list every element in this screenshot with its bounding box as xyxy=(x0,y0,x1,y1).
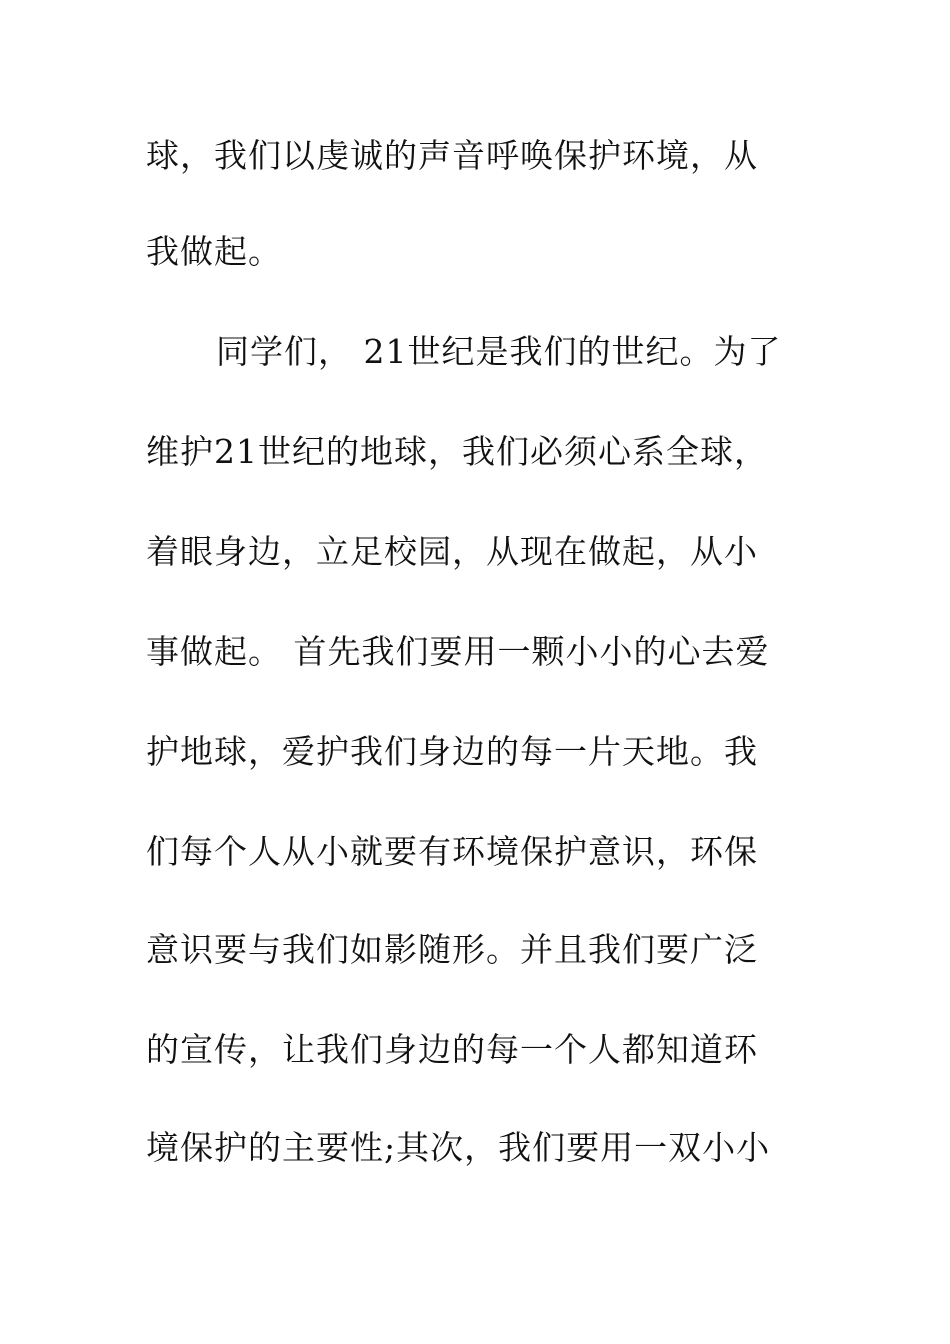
text-line: 球，我们以虔诚的声音呼唤保护环境，从 xyxy=(146,136,758,175)
text-line: 护地球，爱护我们身边的每一片天地。我 xyxy=(146,732,758,771)
text-line: 境保护的主要性;其次，我们要用一双小小 xyxy=(146,1128,771,1167)
text-line: 维护21世纪的地球，我们必须心系全球， xyxy=(146,432,768,471)
text-line: 意识要与我们如影随形。并且我们要广泛 xyxy=(146,930,758,969)
text-line: 事做起。 首先我们要用一颗小小的心去爱 xyxy=(146,632,770,671)
paragraph-first-line: 同学们， 21世纪是我们的世纪。为了 xyxy=(216,332,782,371)
text-line: 我做起。 xyxy=(146,232,282,271)
text-line: 的宣传，让我们身边的每一个人都知道环 xyxy=(146,1030,758,1069)
text-line: 们每个人从小就要有环境保护意识，环保 xyxy=(146,832,758,871)
text-line: 着眼身边，立足校园，从现在做起，从小 xyxy=(146,532,758,571)
